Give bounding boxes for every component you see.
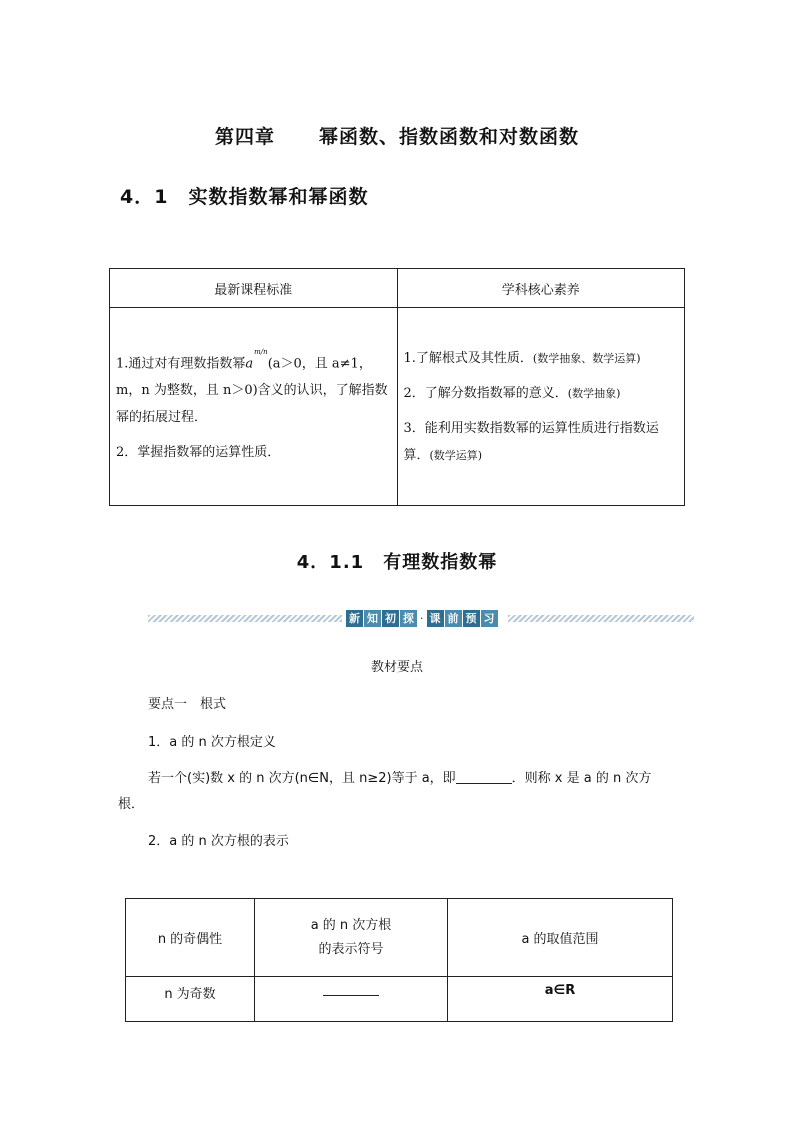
banner-badge: 新 bbox=[346, 610, 363, 627]
header-symbol: a 的 n 次方根 的表示符号 bbox=[255, 899, 448, 977]
header-course-standard: 最新课程标准 bbox=[110, 269, 398, 308]
item-2-heading: 2．a 的 n 次方根的表示 bbox=[148, 834, 289, 849]
banner-stripe-left bbox=[148, 615, 342, 622]
banner-badge: 前 bbox=[445, 610, 462, 627]
definition-line: 若一个(实)数 x 的 n 次方(n∈N，且 n≥2)等于 a，即 ．则称 x 是 a 的 n 次方 bbox=[148, 771, 652, 786]
chapter-number: 第四章 bbox=[214, 126, 275, 148]
root-table bbox=[125, 898, 673, 1022]
core-literacy-cell bbox=[397, 308, 685, 506]
symbol-blank[interactable] bbox=[323, 995, 379, 996]
banner-badge: 探 bbox=[400, 610, 417, 627]
preview-banner bbox=[148, 610, 694, 628]
subsection-title: 4．1.1 有理数指数幂 bbox=[296, 552, 498, 573]
section-title: 4．1 实数指数幂和幂函数 bbox=[120, 186, 369, 208]
point-heading: 要点一 根式 bbox=[148, 697, 227, 712]
banner-badge: 知 bbox=[364, 610, 381, 627]
standards-table bbox=[109, 268, 685, 506]
header-core-literacy: 学科核心素养 bbox=[397, 269, 685, 308]
fractional-power: $a^{m/n}$ bbox=[245, 347, 268, 372]
banner-separator: · bbox=[420, 612, 424, 625]
banner-badge: 预 bbox=[463, 610, 480, 627]
row-parity: n 为奇数 bbox=[126, 977, 255, 1022]
header-parity: n 的奇偶性 bbox=[126, 899, 255, 977]
chapter-title bbox=[0, 122, 794, 149]
definition-continuation: 根． bbox=[118, 797, 145, 812]
materials-heading: 教材要点 bbox=[370, 660, 423, 675]
banner-badge: 课 bbox=[427, 610, 444, 627]
literacy-item-3: 3．能利用实数指数幂的运算性质进行指数运算．(数学运算) bbox=[403, 420, 659, 463]
course-standard-cell bbox=[110, 308, 398, 506]
item-1-heading: 1．a 的 n 次方根定义 bbox=[148, 735, 276, 750]
chapter-name: 幂函数、指数函数和对数函数 bbox=[319, 126, 580, 148]
literacy-item-2: 2．了解分数指数幂的意义．(数学抽象) bbox=[403, 385, 621, 401]
header-range: a 的取值范围 bbox=[448, 899, 673, 977]
row-range: a∈R bbox=[448, 977, 673, 1022]
standard-item-2: 2．掌握指数幂的运算性质． bbox=[116, 445, 281, 461]
banner-stripe-right bbox=[508, 615, 694, 622]
row-symbol bbox=[255, 977, 448, 1022]
banner-badges bbox=[346, 610, 498, 627]
standard-item-1: 1.通过对有理数指数幂$a^{m/n}(a>0$，且 a≠1，m，n 为整数，且 n＞0)含义的认识，了解指数幂的拓展过程． bbox=[116, 347, 388, 426]
banner-badge: 习 bbox=[481, 610, 498, 627]
literacy-item-1: 1.了解根式及其性质．(数学抽象、数学运算) bbox=[403, 350, 641, 366]
banner-badge: 初 bbox=[382, 610, 399, 627]
answer-blank[interactable] bbox=[456, 783, 512, 784]
